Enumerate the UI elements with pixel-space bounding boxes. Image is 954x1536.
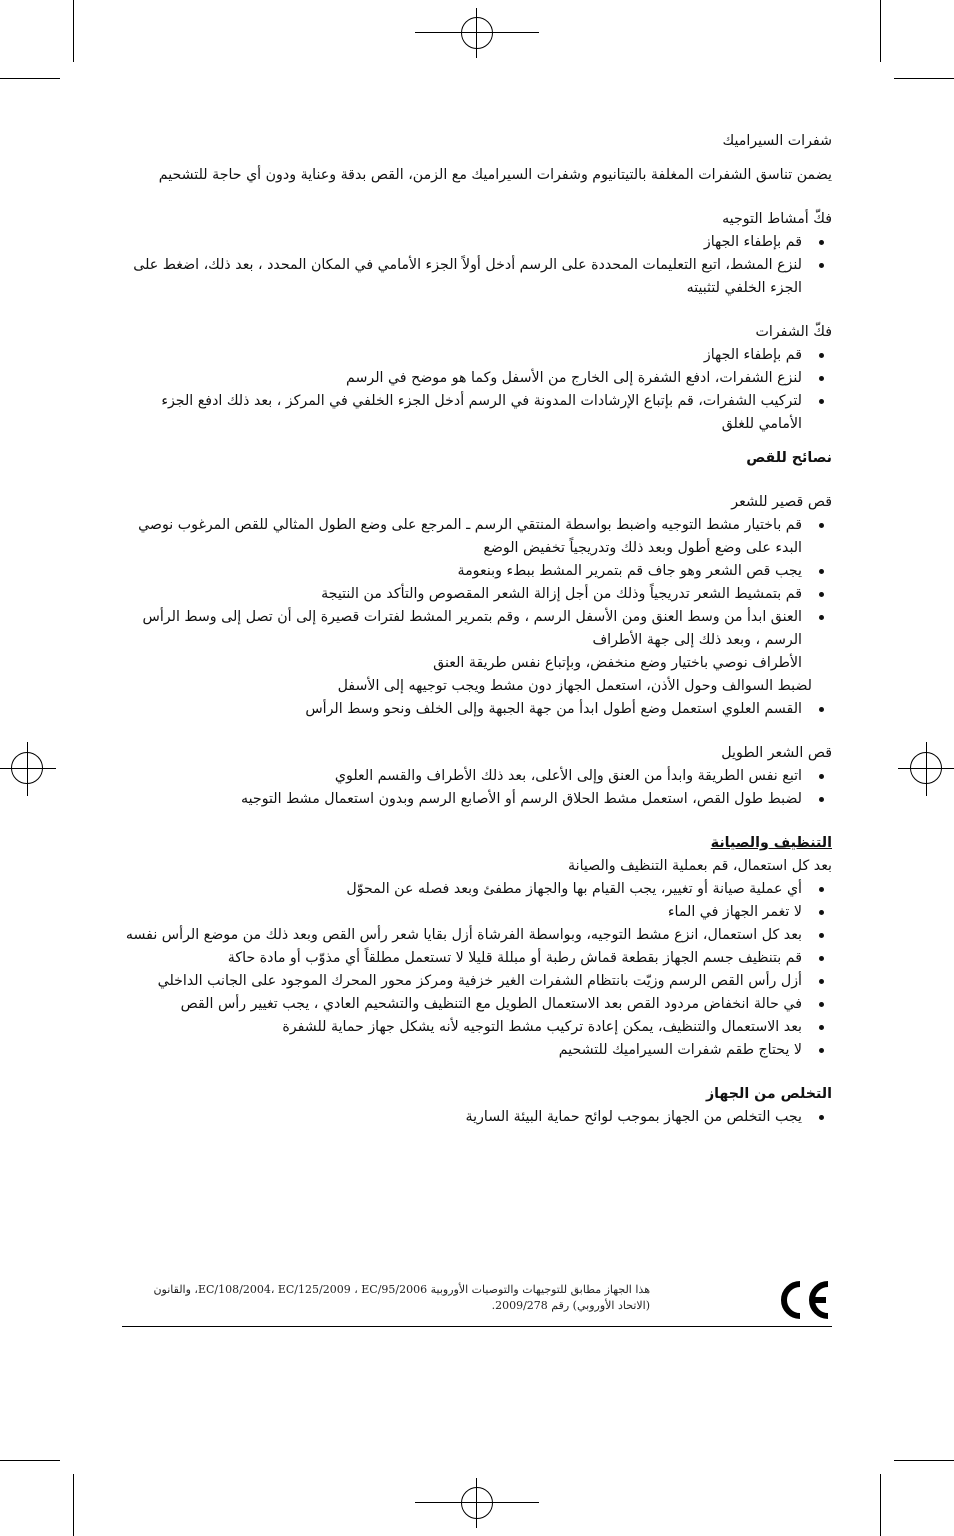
list-item: قم بتمشيط الشعر تدريجياً وذلك من أجل إزالة الشعر المقصوص والتأكد من النتيجة: [120, 583, 802, 606]
short-hair-title: قص قصير للشعر: [731, 494, 832, 510]
footer-rule: [122, 1326, 832, 1327]
list-item: لا تغمر الجهاز في الماء: [120, 901, 802, 924]
registration-mark-circle: [11, 752, 43, 784]
cleaning-title: التنظيف والصيانة: [710, 835, 832, 851]
cutting-tips-title: نصائح للقص: [746, 450, 832, 466]
long-hair-title: قص الشعر الطويل: [721, 745, 832, 761]
registration-mark-circle: [461, 17, 493, 49]
list-item: قم بإطفاء الجهاز: [120, 231, 802, 254]
crop-mark: [880, 1474, 881, 1536]
list-item: اتبع نفس الطريقة وابدأ من العنق وإلى الأعلى، بعد ذلك الأطراف والقسم العلوي: [120, 765, 802, 788]
list-item: لضبط السوالف وحول الأذن، استعمل الجهاز دون مشط ويجب توجيهه إلى الأسفل: [337, 678, 812, 694]
ce-mark-text: CE: [776, 1280, 778, 1281]
long-hair-list: [120, 765, 832, 811]
blade-removal-title: فكّ الشفرات: [755, 324, 832, 340]
footer: [120, 1280, 832, 1320]
comb-removal-list: [120, 231, 832, 300]
list-item: القسم العلوي استعمل وضع أطول ابدأ من جهة الجبهة وإلى الخلف ونحو وسط الرأس: [120, 698, 802, 721]
list-item: قم بتنظيف جسم الجهاز بقطعة قماش رطبة أو مبللة قليلا لا تستعمل مطلقاً أي مذوّب أو مادة حاكة: [120, 947, 802, 970]
disposal-title: التخلص من الجهاز: [705, 1086, 832, 1102]
intro-title: شفرات السيراميك: [722, 133, 832, 149]
crop-mark: [894, 1460, 954, 1461]
list-item: العنق ابدأ من وسط العنق ومن الأسفل الرسم ، وقم بتمرير المشط لفترات قصيرة إلى أن تصل إلى وسط الرأس الرسم ، وبعد ذلك إلى جهة الأطراف: [120, 606, 802, 652]
list-item: قم باختيار مشط التوجيه واضبط بواسطة المنتقي الرسم ـ المرجع على وضع الطول المثالي للقص المرغوب نوصي البدء على وضع أطول وبعد ذلك وتدريجياً تخفيض الوضع: [120, 514, 802, 560]
crop-mark: [73, 0, 74, 62]
disposal-list: [120, 1106, 832, 1129]
blade-removal-list: [120, 344, 832, 436]
crop-mark: [894, 78, 954, 79]
intro-text: يضمن تناسق الشفرات المغلفة بالتيتانيوم وشفرات السيراميك مع الزمن، القص بدقة وعناية ودون أي حاجة للتشحيم: [158, 167, 832, 183]
crop-mark: [0, 1460, 60, 1461]
list-item: الأطراف نوصي باختيار وضع منخفض، وبإتباع نفس طريقة العنق: [433, 655, 802, 671]
crop-mark: [0, 78, 60, 79]
manual-content: [120, 130, 832, 1129]
cleaning-list: [120, 878, 832, 1062]
list-item: لضبط طول القص، استعمل مشط الحلاق الرسم أو الأصابع الرسم وبدون استعمال مشط التوجيه: [120, 788, 802, 811]
legal-notice: هذا الجهاز مطابق للتوجيهات والتوصيات الأوروبية EC/108/2004، EC/125/2009 ، EC/95/2006، والقانون (الاتحاد الأوروبي) رقم 2009/278.: [153, 1283, 650, 1312]
list-item: بعد كل استعمال، انزع مشط التوجيه، وبواسطة الفرشاة أزل بقايا شعر رأس القص وبعد ذلك من موضع الرأس نفسه: [120, 924, 802, 947]
list-item: لا يحتاج طقم شفرات السيراميك للتشحيم: [120, 1039, 802, 1062]
list-item: في حالة انخفاض مردود القص بعد الاستعمال الطويل مع التنظيف والتشحيم العادي ، يجب تغيير رأس القص: [120, 993, 802, 1016]
crop-mark: [880, 0, 881, 62]
list-item: لنزع المشط، اتبع التعليمات المحددة على الرسم أدخل أولاً الجزء الأمامي في المكان المحدد ، بعد ذلك، اضغط على الجزء الخلفي لتثبيته: [120, 254, 802, 300]
comb-removal-title: فكّ أمشاط التوجيه: [722, 211, 832, 227]
list-item: أزل رأس القص الرسم وزيّت بانتظام الشفرات الغير خزفية ومركز محور المحرك الموجود على الجانب الداخلي: [120, 970, 802, 993]
registration-mark-circle: [461, 1487, 493, 1519]
short-hair-list: [120, 514, 832, 721]
list-item: يجب قص الشعر وهو جاف قم بتمرير المشط ببطء وبنعومة: [120, 560, 802, 583]
crop-mark: [73, 1474, 74, 1536]
list-item: لتركيب الشفرات، قم بإتباع الإرشادات المدونة في الرسم أدخل الجزء الخلفي في المركز ، بعد ذلك ادفع الجزء الأمامي للغلق: [120, 390, 802, 436]
list-item: لنزع الشفرات، ادفع الشفرة إلى الخارج من الأسفل وكما هو موضح في الرسم: [120, 367, 802, 390]
cleaning-subtitle: بعد كل استعمال، قم بعملية التنظيف والصيانة: [568, 858, 832, 874]
list-item: أي عملية صيانة أو تغيير، يجب القيام بها والجهاز مطفئ وبعد فصله عن المحوّل: [120, 878, 802, 901]
list-item: يجب التخلص من الجهاز بموجب لوائح حماية البيئة السارية: [120, 1106, 802, 1129]
registration-mark-circle: [910, 752, 942, 784]
list-item: بعد الاستعمال والتنظيف، يمكن إعادة تركيب مشط التوجيه لأنه يشكل جهاز حماية للشفرة: [120, 1016, 802, 1039]
ce-mark-icon: [776, 1280, 832, 1320]
list-item: قم بإطفاء الجهاز: [120, 344, 802, 367]
